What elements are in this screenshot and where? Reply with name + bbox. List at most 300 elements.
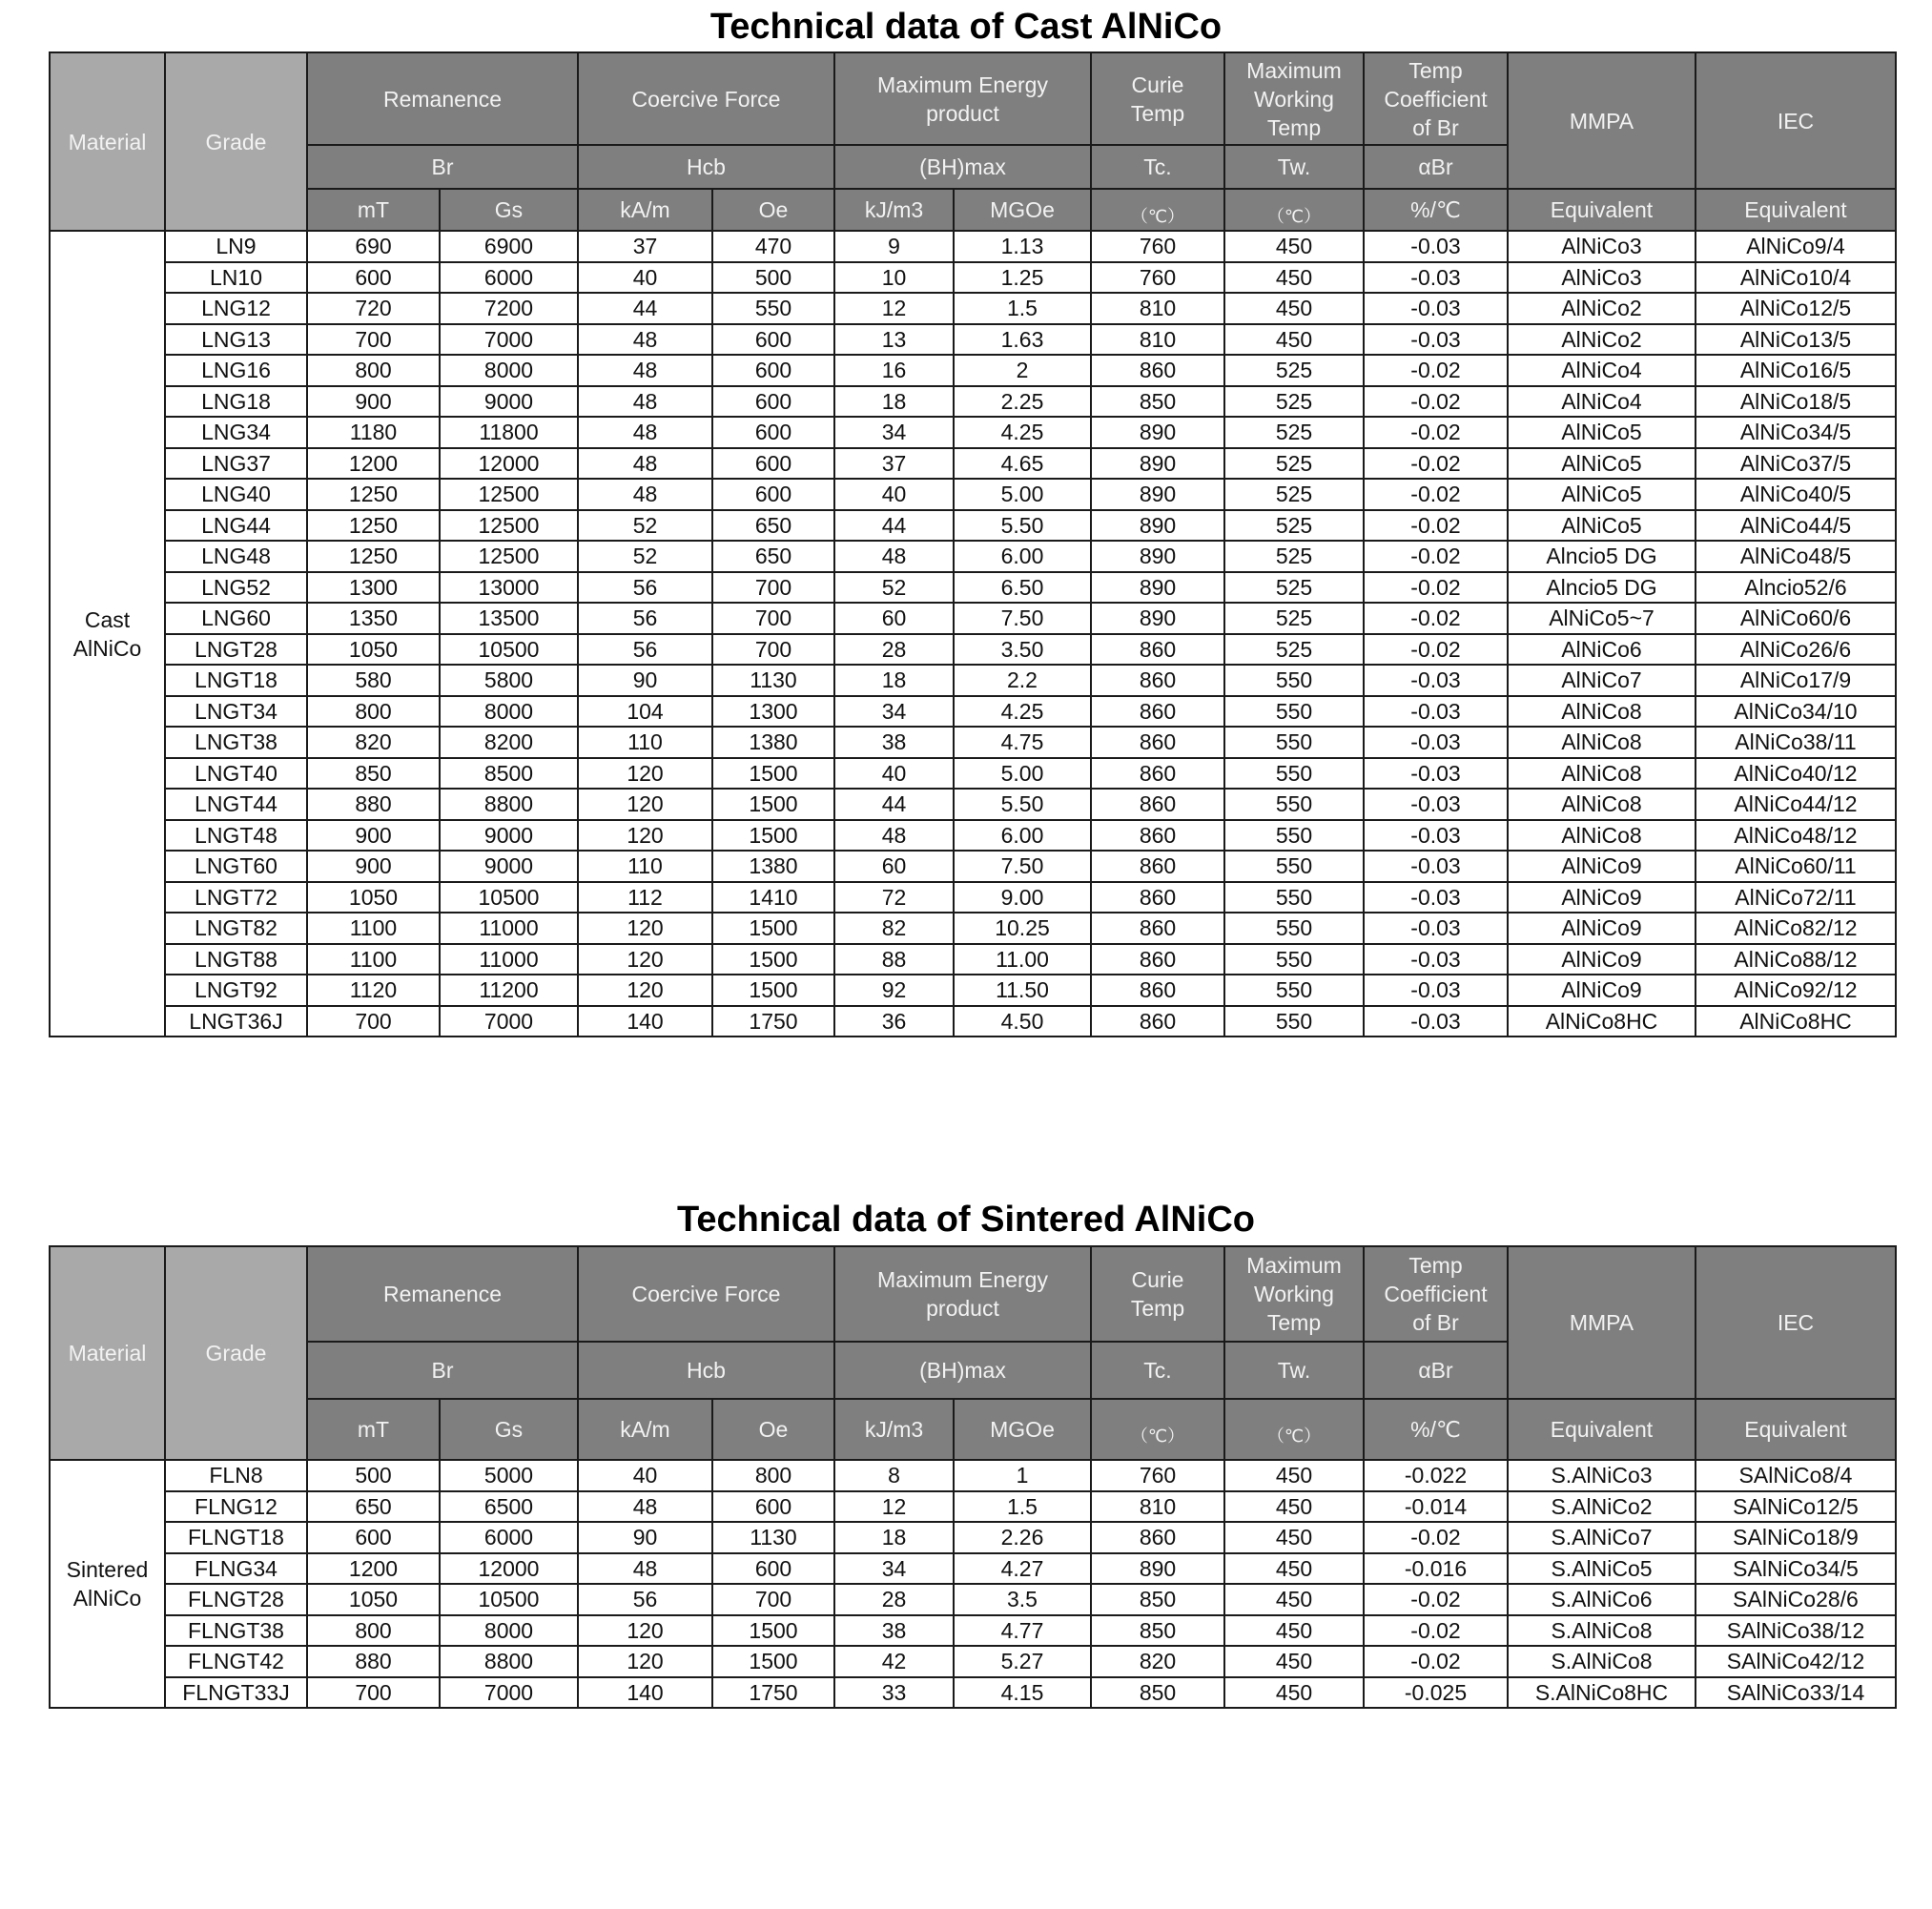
table-cell: 11000 [440, 944, 578, 975]
table-row [50, 572, 1896, 604]
table-cell: 8000 [440, 1615, 578, 1647]
table-cell: 700 [307, 324, 440, 356]
unit-celsius-tc: （℃） [1091, 1399, 1224, 1460]
table-cell: 40 [578, 1460, 712, 1491]
table-cell: 11.00 [954, 944, 1091, 975]
table-cell: 800 [307, 1615, 440, 1647]
table-cell: 34 [834, 696, 954, 728]
table-row [50, 541, 1896, 572]
table-cell: AlNiCo44/12 [1696, 789, 1896, 820]
unit-kjm3: kJ/m3 [834, 189, 954, 231]
table-cell: 10500 [440, 882, 578, 913]
table-row [50, 479, 1896, 510]
curie-temp-header: Curie Temp [1091, 1246, 1224, 1342]
table-cell: 1050 [307, 882, 440, 913]
tw-header: Tw. [1224, 1342, 1364, 1399]
table-cell: SAlNiCo38/12 [1696, 1615, 1896, 1647]
table-row [50, 1615, 1896, 1647]
grade-cell: LN9 [165, 231, 307, 262]
table-cell: AlNiCo9 [1508, 913, 1696, 944]
table-cell: 120 [578, 758, 712, 790]
grade-cell: FLNG34 [165, 1553, 307, 1585]
table-cell: 650 [307, 1491, 440, 1523]
grade-cell: LN10 [165, 262, 307, 294]
grade-cell: LNG37 [165, 448, 307, 480]
mmpa-header: MMPA [1508, 52, 1696, 189]
table-cell: 600 [712, 448, 834, 480]
table-cell: -0.02 [1364, 510, 1508, 542]
table-cell: 9.00 [954, 882, 1091, 913]
table-cell: AlNiCo3 [1508, 231, 1696, 262]
table-cell: Alncio5 DG [1508, 541, 1696, 572]
table-cell: 1750 [712, 1677, 834, 1709]
table-cell: 110 [578, 727, 712, 758]
table-cell: 860 [1091, 882, 1224, 913]
unit-gs: Gs [440, 189, 578, 231]
table-cell: 7.50 [954, 603, 1091, 634]
grade-cell: FLNGT18 [165, 1522, 307, 1553]
table-row [50, 851, 1896, 882]
table-cell: 44 [834, 789, 954, 820]
table-cell: 650 [712, 541, 834, 572]
table-row [50, 1006, 1896, 1037]
table-cell: 1410 [712, 882, 834, 913]
table-cell: AlNiCo5 [1508, 448, 1696, 480]
iec-equivalent: Equivalent [1696, 189, 1896, 231]
table-row [50, 758, 1896, 790]
table-row [50, 634, 1896, 666]
table-cell: 600 [307, 262, 440, 294]
table-cell: 92 [834, 975, 954, 1006]
table-cell: AlNiCo8 [1508, 789, 1696, 820]
table-cell: 56 [578, 634, 712, 666]
table-cell: 72 [834, 882, 954, 913]
table-cell: 850 [307, 758, 440, 790]
table-cell: 4.25 [954, 417, 1091, 448]
table-cell: 5.27 [954, 1646, 1091, 1677]
table-cell: 860 [1091, 913, 1224, 944]
table-cell: 28 [834, 1584, 954, 1615]
table-cell: 820 [1091, 1646, 1224, 1677]
table-cell: 1300 [307, 572, 440, 604]
table-cell: SAlNiCo18/9 [1696, 1522, 1896, 1553]
table-cell: 56 [578, 603, 712, 634]
table-cell: 52 [578, 541, 712, 572]
table-cell: 9000 [440, 820, 578, 852]
grade-header: Grade [165, 52, 307, 231]
table-cell: 12500 [440, 541, 578, 572]
table-row [50, 1553, 1896, 1585]
table-cell: 56 [578, 1584, 712, 1615]
table-cell: 9 [834, 231, 954, 262]
table-cell: -0.03 [1364, 696, 1508, 728]
table-row [50, 603, 1896, 634]
table-cell: 1130 [712, 1522, 834, 1553]
table-cell: AlNiCo9/4 [1696, 231, 1896, 262]
grade-cell: LNG12 [165, 293, 307, 324]
table-cell: 34 [834, 417, 954, 448]
table-cell: 1250 [307, 479, 440, 510]
table-cell: 525 [1224, 572, 1364, 604]
table-cell: -0.02 [1364, 1646, 1508, 1677]
table-cell: 18 [834, 386, 954, 418]
grade-cell: LNGT60 [165, 851, 307, 882]
table-cell: Alncio52/6 [1696, 572, 1896, 604]
table-cell: 525 [1224, 510, 1364, 542]
table-cell: -0.03 [1364, 727, 1508, 758]
grade-cell: LNGT44 [165, 789, 307, 820]
grade-cell: FLNGT38 [165, 1615, 307, 1647]
table-row [50, 1460, 1896, 1491]
table-cell: 7000 [440, 1677, 578, 1709]
table-cell: 810 [1091, 1491, 1224, 1523]
table-cell: -0.02 [1364, 355, 1508, 386]
table-cell: -0.03 [1364, 789, 1508, 820]
table-cell: 450 [1224, 1460, 1364, 1491]
table-cell: 56 [578, 572, 712, 604]
table-cell: 48 [578, 1553, 712, 1585]
table-cell: 11000 [440, 913, 578, 944]
table-cell: 1250 [307, 510, 440, 542]
table-cell: 6000 [440, 262, 578, 294]
table-cell: 6500 [440, 1491, 578, 1523]
table-cell: 2.26 [954, 1522, 1091, 1553]
table-cell: 48 [578, 1491, 712, 1523]
table-cell: 6000 [440, 1522, 578, 1553]
table-cell: 1380 [712, 851, 834, 882]
table-cell: 120 [578, 944, 712, 975]
table-cell: 525 [1224, 417, 1364, 448]
table-cell: 4.75 [954, 727, 1091, 758]
grade-cell: LNGT92 [165, 975, 307, 1006]
table-cell: 48 [834, 820, 954, 852]
grade-cell: LNG44 [165, 510, 307, 542]
table-cell: -0.03 [1364, 758, 1508, 790]
table-cell: AlNiCo5 [1508, 510, 1696, 542]
table-cell: 450 [1224, 1522, 1364, 1553]
table-cell: S.AlNiCo8 [1508, 1615, 1696, 1647]
table-cell: -0.02 [1364, 386, 1508, 418]
table-cell: 8800 [440, 789, 578, 820]
table-cell: 48 [578, 386, 712, 418]
table-cell: 4.15 [954, 1677, 1091, 1709]
table-cell: 800 [712, 1460, 834, 1491]
table-cell: 860 [1091, 355, 1224, 386]
table-cell: 550 [1224, 727, 1364, 758]
table-cell: 650 [712, 510, 834, 542]
tw-header: Tw. [1224, 145, 1364, 189]
table-cell: 1 [954, 1460, 1091, 1491]
table-cell: 48 [578, 355, 712, 386]
table-cell: AlNiCo8 [1508, 727, 1696, 758]
table-cell: 11200 [440, 975, 578, 1006]
table-cell: 120 [578, 789, 712, 820]
table-row [50, 510, 1896, 542]
table-cell: 550 [1224, 696, 1364, 728]
table-row [50, 231, 1896, 262]
table-row [50, 417, 1896, 448]
grade-cell: FLNGT28 [165, 1584, 307, 1615]
table-cell: 860 [1091, 758, 1224, 790]
table-cell: 48 [834, 541, 954, 572]
table-cell: 8 [834, 1460, 954, 1491]
abr-header: αBr [1364, 1342, 1508, 1399]
table-cell: S.AlNiCo3 [1508, 1460, 1696, 1491]
table-cell: 1500 [712, 944, 834, 975]
table-cell: 1500 [712, 758, 834, 790]
table-cell: 600 [712, 1491, 834, 1523]
table-cell: 120 [578, 820, 712, 852]
table-row [50, 293, 1896, 324]
coercive-force-header: Coercive Force [578, 52, 834, 145]
table-row [50, 913, 1896, 944]
table-cell: AlNiCo8HC [1508, 1006, 1696, 1037]
grade-cell: LNG13 [165, 324, 307, 356]
table-cell: 850 [1091, 1615, 1224, 1647]
table-cell: 33 [834, 1677, 954, 1709]
abr-header: αBr [1364, 145, 1508, 189]
table-cell: 800 [307, 355, 440, 386]
unit-gs: Gs [440, 1399, 578, 1460]
table-cell: 600 [712, 1553, 834, 1585]
grade-cell: LNG60 [165, 603, 307, 634]
table-cell: -0.03 [1364, 882, 1508, 913]
table-cell: 450 [1224, 262, 1364, 294]
table-row [50, 1491, 1896, 1523]
table-cell: 13500 [440, 603, 578, 634]
table-cell: 18 [834, 1522, 954, 1553]
table-cell: 112 [578, 882, 712, 913]
table-cell: -0.025 [1364, 1677, 1508, 1709]
table-cell: 13 [834, 324, 954, 356]
bhmax-header: (BH)max [834, 145, 1091, 189]
table-cell: -0.014 [1364, 1491, 1508, 1523]
table-cell: AlNiCo5~7 [1508, 603, 1696, 634]
remanence-header: Remanence [307, 1246, 578, 1342]
table-cell: -0.03 [1364, 913, 1508, 944]
table-cell: 450 [1224, 293, 1364, 324]
iec-equivalent: Equivalent [1696, 1399, 1896, 1460]
table-cell: 9000 [440, 851, 578, 882]
table-cell: 500 [307, 1460, 440, 1491]
table-cell: 12500 [440, 479, 578, 510]
table-cell: 48 [578, 479, 712, 510]
table-cell: AlNiCo5 [1508, 479, 1696, 510]
table-row [50, 975, 1896, 1006]
table-cell: 860 [1091, 727, 1224, 758]
table-cell: 4.27 [954, 1553, 1091, 1585]
grade-cell: FLNG12 [165, 1491, 307, 1523]
unit-celsius-tw: （℃） [1224, 189, 1364, 231]
unit-celsius-tw: （℃） [1224, 1399, 1364, 1460]
table-cell: AlNiCo92/12 [1696, 975, 1896, 1006]
table-cell: S.AlNiCo7 [1508, 1522, 1696, 1553]
table-cell: 500 [712, 262, 834, 294]
table-cell: -0.02 [1364, 603, 1508, 634]
table-cell: 5800 [440, 665, 578, 696]
table-cell: 3.5 [954, 1584, 1091, 1615]
table-cell: 860 [1091, 820, 1224, 852]
table-cell: 9000 [440, 386, 578, 418]
table-cell: 890 [1091, 603, 1224, 634]
table-cell: 450 [1224, 1553, 1364, 1585]
grade-cell: LNG40 [165, 479, 307, 510]
table-cell: 1250 [307, 541, 440, 572]
table-cell: 600 [712, 479, 834, 510]
table-cell: 8800 [440, 1646, 578, 1677]
table-row [50, 727, 1896, 758]
table-cell: AlNiCo12/5 [1696, 293, 1896, 324]
table-cell: AlNiCo8 [1508, 820, 1696, 852]
grade-cell: LNG16 [165, 355, 307, 386]
table-cell: -0.03 [1364, 324, 1508, 356]
table-cell: 8500 [440, 758, 578, 790]
table-cell: 12500 [440, 510, 578, 542]
table-cell: 760 [1091, 262, 1224, 294]
table-cell: 3.50 [954, 634, 1091, 666]
table-cell: 600 [712, 355, 834, 386]
table-cell: 900 [307, 386, 440, 418]
table-cell: 525 [1224, 448, 1364, 480]
table-cell: 550 [1224, 913, 1364, 944]
table-cell: 550 [1224, 944, 1364, 975]
remanence-header: Remanence [307, 52, 578, 145]
table-cell: 525 [1224, 386, 1364, 418]
table-cell: AlNiCo13/5 [1696, 324, 1896, 356]
table-cell: -0.03 [1364, 1006, 1508, 1037]
br-header: Br [307, 1342, 578, 1399]
table-cell: 860 [1091, 1522, 1224, 1553]
table-cell: 1.5 [954, 1491, 1091, 1523]
table-row [50, 696, 1896, 728]
table-cell: AlNiCo26/6 [1696, 634, 1896, 666]
table-cell: 760 [1091, 231, 1224, 262]
table-cell: 1500 [712, 913, 834, 944]
table-cell: 890 [1091, 510, 1224, 542]
table-cell: 525 [1224, 355, 1364, 386]
material-cell: Cast AlNiCo [50, 231, 165, 1037]
table-cell: -0.02 [1364, 417, 1508, 448]
table-cell: AlNiCo34/10 [1696, 696, 1896, 728]
grade-cell: LNG18 [165, 386, 307, 418]
table-cell: 1500 [712, 975, 834, 1006]
table-cell: 48 [578, 417, 712, 448]
table-cell: 1.13 [954, 231, 1091, 262]
unit-oe: Oe [712, 189, 834, 231]
table-cell: AlNiCo37/5 [1696, 448, 1896, 480]
table-cell: AlNiCo4 [1508, 355, 1696, 386]
table-cell: S.AlNiCo8HC [1508, 1677, 1696, 1709]
table-cell: AlNiCo44/5 [1696, 510, 1896, 542]
unit-mgoe: MGOe [954, 189, 1091, 231]
table-cell: AlNiCo8HC [1696, 1006, 1896, 1037]
table-cell: AlNiCo2 [1508, 293, 1696, 324]
bhmax-header: (BH)max [834, 1342, 1091, 1399]
table-cell: 34 [834, 1553, 954, 1585]
table-cell: 600 [712, 324, 834, 356]
grade-cell: LNG52 [165, 572, 307, 604]
table-cell: 12 [834, 1491, 954, 1523]
table-cell: 600 [307, 1522, 440, 1553]
max-working-temp-header: Maximum Working Temp [1224, 52, 1364, 145]
table-cell: 850 [1091, 1677, 1224, 1709]
table-cell: -0.03 [1364, 820, 1508, 852]
max-working-temp-header: Maximum Working Temp [1224, 1246, 1364, 1342]
table-cell: 4.25 [954, 696, 1091, 728]
table-cell: AlNiCo10/4 [1696, 262, 1896, 294]
table-cell: 1300 [712, 696, 834, 728]
unit-mgoe: MGOe [954, 1399, 1091, 1460]
table-cell: 16 [834, 355, 954, 386]
table-cell: 1130 [712, 665, 834, 696]
table-row [50, 1646, 1896, 1677]
unit-oe: Oe [712, 1399, 834, 1460]
table-cell: 48 [578, 448, 712, 480]
sintered-alnico-table [49, 1245, 1897, 1709]
table-cell: 1500 [712, 1615, 834, 1647]
table-cell: 525 [1224, 479, 1364, 510]
table-cell: 5.50 [954, 510, 1091, 542]
table-cell: -0.03 [1364, 262, 1508, 294]
table-cell: S.AlNiCo2 [1508, 1491, 1696, 1523]
table-cell: 37 [578, 231, 712, 262]
table-cell: AlNiCo17/9 [1696, 665, 1896, 696]
table-cell: 4.77 [954, 1615, 1091, 1647]
table-cell: -0.03 [1364, 975, 1508, 1006]
table-cell: 810 [1091, 324, 1224, 356]
table-cell: AlNiCo9 [1508, 975, 1696, 1006]
table-cell: 13000 [440, 572, 578, 604]
cast-table-body [50, 231, 1896, 1037]
table-cell: 810 [1091, 293, 1224, 324]
table-cell: 850 [1091, 1584, 1224, 1615]
table-cell: AlNiCo34/5 [1696, 417, 1896, 448]
table-row [50, 1584, 1896, 1615]
table-cell: 44 [834, 510, 954, 542]
table-cell: 550 [1224, 851, 1364, 882]
table-cell: -0.02 [1364, 479, 1508, 510]
table-cell: 7000 [440, 324, 578, 356]
table-cell: AlNiCo82/12 [1696, 913, 1896, 944]
table-cell: 28 [834, 634, 954, 666]
table-cell: 104 [578, 696, 712, 728]
table-cell: 525 [1224, 541, 1364, 572]
grade-cell: LNGT18 [165, 665, 307, 696]
table-cell: 140 [578, 1006, 712, 1037]
table-cell: 1500 [712, 789, 834, 820]
mmpa-equivalent: Equivalent [1508, 189, 1696, 231]
material-header: Material [50, 52, 165, 231]
unit-pct-c: %/℃ [1364, 189, 1508, 231]
table-cell: AlNiCo3 [1508, 262, 1696, 294]
table-cell: 120 [578, 1615, 712, 1647]
table-cell: S.AlNiCo5 [1508, 1553, 1696, 1585]
table-cell: 890 [1091, 541, 1224, 572]
table-cell: -0.022 [1364, 1460, 1508, 1491]
curie-temp-header: Curie Temp [1091, 52, 1224, 145]
table-cell: AlNiCo38/11 [1696, 727, 1896, 758]
table-cell: 470 [712, 231, 834, 262]
material-header: Material [50, 1246, 165, 1460]
material-cell: Sintered AlNiCo [50, 1460, 165, 1708]
table-cell: 60 [834, 851, 954, 882]
table-cell: AlNiCo9 [1508, 882, 1696, 913]
table-cell: 550 [1224, 820, 1364, 852]
table-cell: 120 [578, 975, 712, 1006]
table-cell: 700 [712, 634, 834, 666]
table-cell: SAlNiCo8/4 [1696, 1460, 1896, 1491]
table-cell: 12000 [440, 448, 578, 480]
